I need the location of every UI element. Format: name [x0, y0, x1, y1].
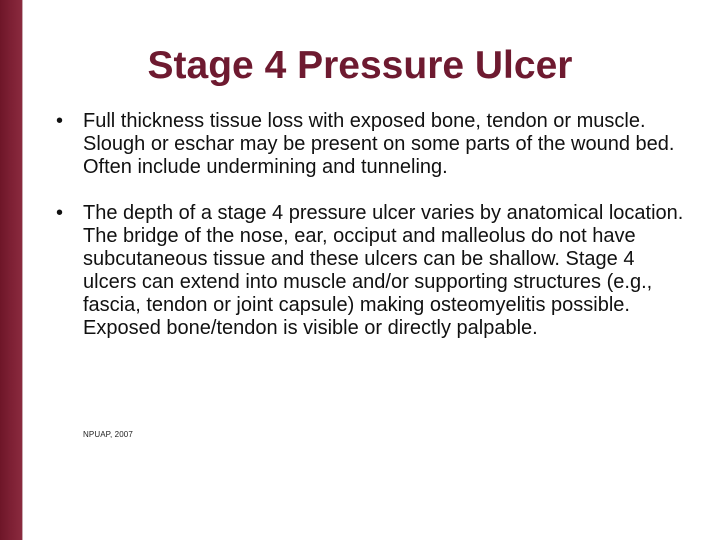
bullet-text: Full thickness tissue loss with exposed bone, tendon or muscle. Slough or eschar may be present on some parts of the wound bed. Often include undermining and tunneling. — [83, 110, 675, 178]
bullet-marker: • — [56, 202, 64, 224]
bullet-list — [56, 110, 692, 340]
bullet-item — [56, 202, 692, 340]
slide-title: Stage 4 Pressure Ulcer — [147, 44, 573, 87]
citation: NPUAP, 2007 — [83, 430, 133, 439]
decorative-side-bar — [0, 0, 22, 540]
bullet-text: The depth of a stage 4 pressure ulcer varies by anatomical location. The bridge of the nose, ear, occiput and malleolus do not have subcutaneous tissue and these ulcers can be shallow. Stage 4 ulcers can extend into muscle and/or supporting structures (e.g., fascia, tendon or joint capsule) making osteomyelitis possible. Exposed bone/tendon is visible or directly palpable. — [83, 202, 684, 339]
bullet-marker: • — [56, 110, 64, 132]
bullet-item — [56, 110, 692, 179]
